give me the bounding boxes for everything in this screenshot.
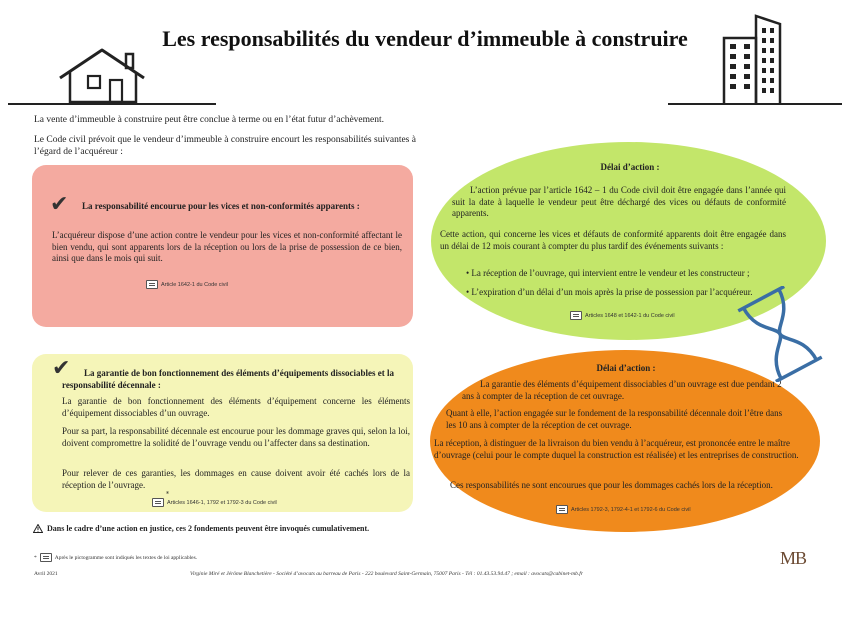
yellow-box-reference: Articles 1646-1, 1792 et 1792-3 du Code civil bbox=[152, 498, 277, 507]
warning-row bbox=[33, 524, 369, 533]
orange-ellipse-heading: Délai d’action : bbox=[596, 363, 656, 373]
house-icon bbox=[58, 46, 148, 106]
checkmark-icon: ✔ bbox=[52, 356, 71, 381]
footnote-text: Après le pictogramme sont indiqués les textes de loi applicables. bbox=[54, 554, 198, 561]
checkmark-icon: ✔ bbox=[50, 192, 69, 217]
divider-right bbox=[668, 103, 842, 105]
cabinet-logo: MB bbox=[780, 548, 807, 568]
orange-ellipse-p3: La réception, à distinguer de la livraison du bien vendu à l’acquéreur, est prononcée entre le maître d’ouvrage (celui pour le compte duquel la construction est réalisée) et les entreprises de construction. bbox=[434, 438, 799, 460]
building-icon bbox=[718, 12, 788, 106]
green-ellipse-p2: Cette action, qui concerne les vices et défauts de conformité apparents doit être engagée dans un délai de 12 mois courant à compter du plus tardif des événements suivants : bbox=[440, 229, 786, 251]
warning-icon bbox=[33, 524, 43, 533]
law-text-icon bbox=[152, 498, 164, 507]
footer-date: Avril 2021 bbox=[34, 571, 58, 577]
green-ellipse-bullet-1: • La réception de l’ouvrage, qui intervient entre le vendeur et les constructeur ; bbox=[466, 268, 750, 278]
law-text-icon bbox=[40, 553, 52, 562]
law-text-icon bbox=[556, 505, 568, 514]
footnote-row: * Après le pictogramme sont indiqués les textes de loi applicables. bbox=[34, 554, 198, 561]
footer-contact: Virginie Miré et Jérôme Blanchetière - Société d’avocats au barreau de Paris - 222 boulevard Saint-Germain, 75007 Paris - Tél : 01.43.53.94.47 ; email : avocats@cabinet-mb.fr bbox=[190, 571, 583, 577]
yellow-box-heading: La garantie de bon fonctionnement des éléments d’équipements dissociables et la responsabilité décennale : bbox=[62, 368, 394, 390]
green-ellipse-bullet-2: • L’expiration d’un délai d’un mois après la prise de possession par l’acquéreur. bbox=[466, 287, 753, 297]
red-box-heading: La responsabilité encourue pour les vices et non-conformités apparents : bbox=[82, 201, 360, 211]
intro-line-2: Le Code civil prévoit que le vendeur d’immeuble à construire encourt les responsabilités suivantes à l’égard de l’acquéreur : bbox=[34, 135, 416, 157]
orange-ellipse-p2: Quant à elle, l’action engagée sur le fondement de la responsabilité décennale doit l’être dans les 10 ans à compter de la réception de cet ouvrage. bbox=[446, 408, 783, 430]
orange-ellipse-p1: La garantie des éléments d’équipement dissociables d’un ouvrage est due pendant 2 ans à compter de la réception de cet ouvrage. bbox=[462, 379, 782, 401]
red-box-body: L’acquéreur dispose d’une action contre le vendeur pour les vices et non-conformité affectant le bien vendu, qui sont apparents lors de la réception ou lors de la prise de possession de ce bien, ainsi que dans le mois qui suit. bbox=[52, 230, 402, 263]
law-text-icon bbox=[146, 280, 158, 289]
footnote-asterisk: * bbox=[166, 491, 169, 498]
green-ellipse-p1: L’action prévue par l’article 1642 – 1 du Code civil doit être engagée dans l’année qui suit la date à laquelle le vendeur peut être déchargé des vices ou défauts de conformité apparents. bbox=[452, 185, 786, 218]
law-text-icon bbox=[570, 311, 582, 320]
page-title: Les responsabilités du vendeur d’immeuble à construire bbox=[162, 26, 688, 51]
yellow-box-p2: Pour sa part, la responsabilité décennale est encourue pour les dommage graves qui, selon la loi, doivent compromettre la solidité de l’ouvrage vendu ou l’affecter dans sa destination. bbox=[62, 426, 410, 448]
divider-left bbox=[8, 103, 216, 105]
yellow-box-p3: Pour relever de ces garanties, les dommages en cause doivent avoir été cachés lors de la réception de l’ouvrage. bbox=[62, 468, 410, 490]
yellow-box-p1: La garantie de bon fonctionnement des éléments d’équipement concerne les éléments d’équipement dissociables d’un ouvrage. bbox=[62, 396, 410, 418]
orange-ellipse-p4: Ces responsabilités ne sont encourues que pour les dommages cachés lors de la réception. bbox=[450, 480, 773, 490]
green-ellipse-reference: Articles 1648 et 1642-1 du Code civil bbox=[570, 311, 675, 320]
warning-text: Dans le cadre d’une action en justice, ces 2 fondements peuvent être invoqués cumulativement. bbox=[47, 524, 370, 533]
red-box-reference: Article 1642-1 du Code civil bbox=[146, 280, 228, 289]
green-ellipse-heading: Délai d’action : bbox=[600, 162, 660, 172]
orange-ellipse-reference: Articles 1792-3, 1792-4-1 et 1792-6 du Code civil bbox=[556, 505, 691, 514]
intro-line-1: La vente d’immeuble à construire peut être conclue à terme ou en l’état futur d’achèvement. bbox=[34, 115, 385, 125]
hourglass-icon bbox=[732, 286, 828, 382]
